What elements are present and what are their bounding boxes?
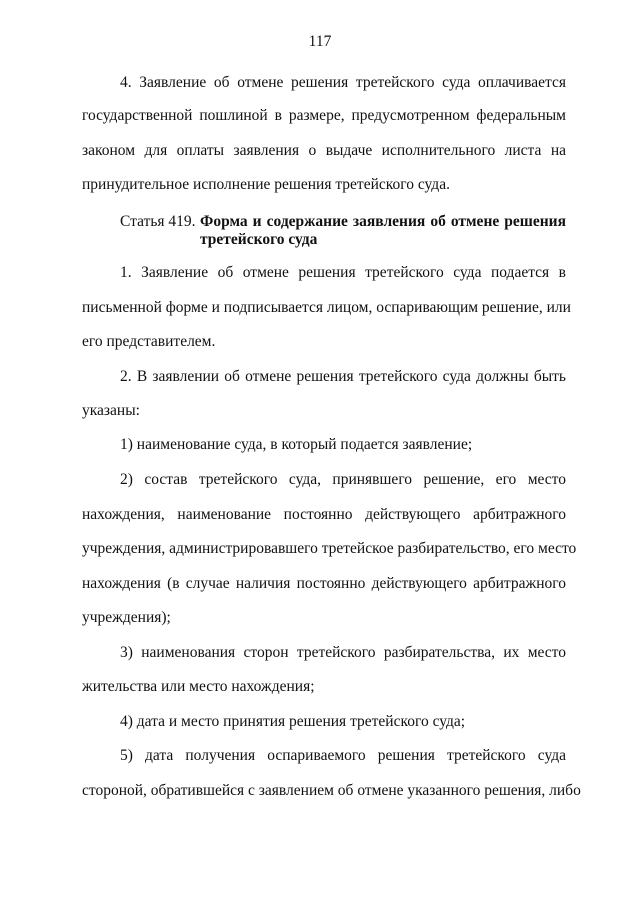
item-4: 4) дата и место принятия решения третейского суда; <box>120 713 466 730</box>
item-2-line-3: учреждения, администрировавшего третейское разбирательство, его место <box>82 540 577 557</box>
item-1: 1) наименование суда, в который подается заявление; <box>120 436 473 453</box>
point-1-line-1: 1. Заявление об отмене решения третейского суда подается в <box>120 264 566 281</box>
article-title-line-2: третейского суда <box>200 231 318 248</box>
point-1-line-2: письменной форме и подписывается лицом, оспаривающим решение, или <box>82 299 571 316</box>
item-2-line-2: нахождения, наименование постоянно действующего арбитражного <box>82 506 566 523</box>
item-3-line-1: 3) наименования сторон третейского разбирательства, их место <box>120 644 566 661</box>
item-5-line-1: 5) дата получения оспариваемого решения третейского суда <box>120 747 566 764</box>
item-2-line-1: 2) состав третейского суда, принявшего решение, его место <box>120 471 566 488</box>
article-label: Статья 419. <box>120 213 196 230</box>
article-title-line-1: Форма и содержание заявления об отмене решения <box>200 213 566 230</box>
point-1-line-3: его представителем. <box>82 333 216 350</box>
paragraph-4-line-4: принудительное исполнение решения третейского суда. <box>82 176 450 193</box>
article-title <box>200 213 566 249</box>
item-5-line-2: стороной, обратившейся с заявлением об отмене указанного решения, либо <box>82 782 581 799</box>
item-3-line-2: жительства или место нахождения; <box>82 678 315 695</box>
point-2-line-1: 2. В заявлении об отмене решения третейского суда должны быть <box>120 368 566 385</box>
paragraph-4-line-3: законом для оплаты заявления о выдаче исполнительного листа на <box>82 142 566 159</box>
point-2-line-2: указаны: <box>82 402 140 419</box>
item-2-line-4: нахождения (в случае наличия постоянно действующего арбитражного <box>82 575 566 592</box>
paragraph-4-line-1: 4. Заявление об отмене решения третейского суда оплачивается <box>120 74 566 91</box>
paragraph-4-line-2: государственной пошлиной в размере, предусмотренном федеральным <box>82 107 566 124</box>
page-number: 117 <box>308 33 332 50</box>
item-2-line-5: учреждения); <box>82 609 171 626</box>
